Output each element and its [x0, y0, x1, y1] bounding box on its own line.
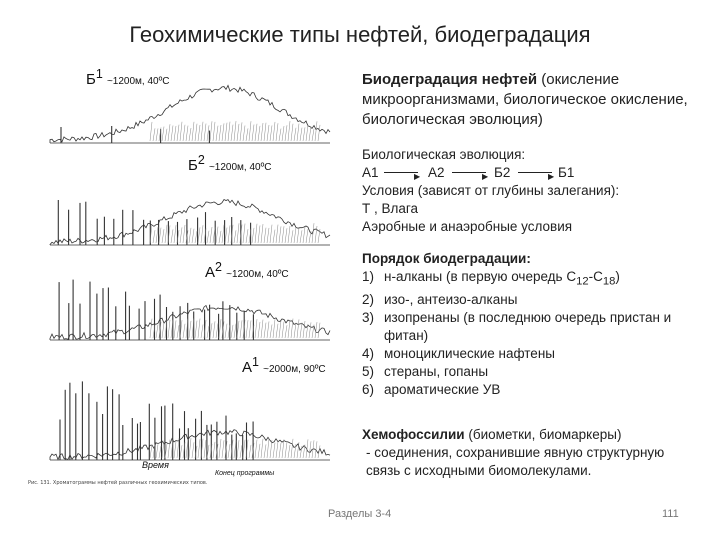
hump-hatch	[195, 321, 197, 338]
order-item: 1) н-алканы (в первую очередь $С_{12}-С_{18}$)	[362, 269, 620, 288]
hump-hatch	[291, 124, 293, 141]
hump-hatch	[285, 325, 287, 338]
slide-title: Геохимические типы нефтей, биодеградация	[129, 22, 591, 47]
hump-hatch	[207, 125, 209, 141]
biodegradation-title: Биодеградация нефтей	[362, 71, 538, 88]
hump-hatch	[258, 322, 260, 338]
hump-hatch	[288, 320, 290, 338]
hump-hatch	[234, 324, 236, 338]
hump-hatch	[219, 319, 221, 338]
hump-hatch	[198, 439, 200, 458]
hump-hatch	[276, 123, 278, 141]
hump-hatch	[315, 226, 317, 243]
hump-hatch	[162, 229, 164, 243]
hump-hatch	[261, 439, 263, 458]
hump-hatch	[291, 230, 293, 243]
axis-end-label: Конец программы	[215, 470, 275, 477]
hump-hatch	[309, 322, 311, 338]
hump-hatch	[243, 125, 245, 141]
page-number: 111	[662, 508, 679, 520]
hump-hatch	[207, 326, 209, 338]
hump-hatch	[204, 440, 206, 458]
evolution-chain: А1 ▶ А2 ▶ Б2 ▶ Б1	[362, 164, 714, 182]
arrow-icon: ▶	[414, 172, 421, 181]
degradation-order-block	[362, 250, 714, 399]
hump-hatch	[234, 441, 236, 458]
order-item: 5) стераны, гопаны	[362, 363, 489, 379]
evolution-heading: Биологическая эволюция:	[362, 147, 526, 162]
hump-hatch	[192, 229, 194, 243]
hump-hatch	[189, 321, 191, 338]
footer-section: Разделы 3-4	[328, 508, 392, 520]
order-item: 2) изо-, антеизо-алканы	[362, 291, 518, 307]
hump-hatch	[285, 228, 287, 243]
hump-hatch	[270, 125, 272, 141]
hump-hatch	[306, 125, 308, 141]
hump-hatch	[177, 125, 179, 141]
hump-hatch	[228, 122, 230, 141]
evolution-factors: Т , Влага	[362, 201, 419, 216]
hump-hatch	[276, 442, 278, 458]
hump-hatch	[246, 229, 248, 243]
hump-hatch	[294, 128, 296, 141]
hump-hatch	[258, 225, 260, 243]
biodegradation-definition	[362, 70, 714, 130]
hump-hatch	[285, 442, 287, 458]
chemofossils-subtitle: (биометки, биомаркеры)	[464, 427, 622, 442]
hump-hatch	[279, 320, 281, 338]
hump-hatch	[231, 325, 233, 338]
hump-hatch	[186, 126, 188, 141]
hump-hatch	[159, 446, 161, 458]
hump-hatch	[171, 125, 173, 141]
hump-hatch	[222, 440, 224, 458]
hump-hatch	[261, 224, 263, 243]
hump-hatch	[159, 228, 161, 243]
evolution-block	[362, 146, 714, 236]
chromatogram-figure	[30, 65, 348, 535]
hump-hatch	[225, 324, 227, 338]
hump-hatch	[240, 320, 242, 338]
hump-hatch	[303, 127, 305, 141]
hump-hatch	[315, 121, 317, 141]
hump-hatch	[174, 126, 176, 141]
chromatogram-trace	[50, 430, 330, 460]
hump-hatch	[297, 319, 299, 338]
hump-hatch	[228, 444, 230, 458]
hump-hatch	[237, 223, 239, 243]
hump-hatch	[228, 225, 230, 243]
hump-hatch	[150, 122, 152, 141]
chromatogram-traces	[30, 65, 348, 535]
hump-hatch	[153, 230, 155, 243]
hump-hatch	[255, 224, 257, 243]
hump-hatch	[267, 125, 269, 141]
hump-hatch	[273, 230, 275, 243]
evolution-conditions: Условия (зависят от глубины залегания):	[362, 183, 620, 198]
hump-hatch	[249, 121, 251, 141]
figure-caption: Рис. 131. Хроматограммы нефтей различных геохимических типов.	[28, 480, 208, 486]
hump-hatch	[210, 121, 212, 141]
hump-hatch	[183, 125, 185, 141]
hump-hatch	[312, 129, 314, 141]
chemofossils-title: Хемофоссилии	[362, 427, 465, 442]
hump-hatch	[249, 445, 251, 458]
hump-hatch	[279, 443, 281, 458]
hump-hatch	[219, 231, 221, 243]
hump-hatch	[288, 445, 290, 458]
hump-hatch	[219, 439, 221, 458]
hump-hatch	[273, 122, 275, 141]
hump-hatch	[168, 320, 170, 338]
hump-hatch	[156, 325, 158, 338]
order-list	[362, 268, 714, 399]
hump-hatch	[225, 228, 227, 243]
hump-hatch	[225, 123, 227, 141]
hump-hatch	[300, 446, 302, 458]
hump-hatch	[282, 322, 284, 338]
hump-hatch	[204, 124, 206, 141]
hump-hatch	[300, 323, 302, 338]
chemofossils-desc: - соединения, сохранившие явную структурную связь с исходными биомолекулами.	[366, 445, 665, 478]
hump-hatch	[291, 439, 293, 458]
hump-hatch	[270, 225, 272, 243]
hump-hatch	[222, 225, 224, 243]
arrow-icon	[384, 172, 418, 173]
hump-hatch	[273, 319, 275, 338]
hump-hatch	[168, 124, 170, 141]
hump-hatch	[162, 127, 164, 141]
label-b2: $Б^2$ ~1200м, 40ºС	[188, 153, 272, 174]
hump-hatch	[270, 440, 272, 458]
hump-hatch	[174, 442, 176, 458]
hump-hatch	[168, 440, 170, 458]
hump-hatch	[309, 126, 311, 141]
hump-hatch	[255, 440, 257, 458]
hump-hatch	[195, 124, 197, 141]
hump-hatch	[234, 230, 236, 243]
hump-hatch	[240, 122, 242, 141]
hump-hatch	[276, 324, 278, 338]
hump-hatch	[231, 125, 233, 141]
hump-hatch	[252, 228, 254, 243]
hump-hatch	[174, 225, 176, 243]
hump-hatch	[174, 320, 176, 338]
hump-hatch	[240, 445, 242, 458]
hump-hatch	[198, 125, 200, 141]
hump-hatch	[243, 224, 245, 243]
hump-hatch	[303, 321, 305, 338]
hump-hatch	[201, 325, 203, 338]
evolution-modes: Аэробные и анаэробные условия	[362, 219, 573, 234]
hump-hatch	[165, 225, 167, 243]
hump-hatch	[201, 225, 203, 243]
hump-hatch	[267, 321, 269, 338]
hump-hatch	[279, 226, 281, 243]
hump-hatch	[189, 128, 191, 141]
hump-hatch	[156, 444, 158, 458]
hump-hatch	[180, 445, 182, 458]
hump-hatch	[234, 121, 236, 141]
hump-hatch	[219, 125, 221, 141]
hump-hatch	[198, 319, 200, 338]
hump-hatch	[192, 442, 194, 458]
hump-hatch	[258, 126, 260, 141]
hump-hatch	[192, 122, 194, 141]
hump-hatch	[303, 227, 305, 243]
axis-time-label: Время	[142, 460, 169, 470]
hump-hatch	[207, 231, 209, 243]
hump-hatch	[150, 319, 152, 338]
hump-hatch	[246, 320, 248, 338]
hump-hatch	[156, 227, 158, 243]
order-heading: Порядок биодеградации:	[362, 251, 531, 266]
chromatogram-trace	[50, 306, 330, 341]
hump-hatch	[249, 320, 251, 338]
hump-hatch	[201, 122, 203, 141]
order-item: 4) моноциклические нафтены	[362, 345, 555, 361]
hump-hatch	[183, 225, 185, 243]
hump-hatch	[246, 128, 248, 141]
hump-hatch	[195, 231, 197, 243]
arrow-icon: ▶	[482, 172, 489, 181]
hump-hatch	[264, 228, 266, 243]
hump-hatch	[210, 227, 212, 243]
hump-hatch	[243, 440, 245, 458]
hump-hatch	[264, 123, 266, 141]
hump-hatch	[252, 125, 254, 141]
hump-hatch	[258, 444, 260, 458]
hump-hatch	[297, 124, 299, 141]
hump-hatch	[156, 128, 158, 141]
hump-hatch	[186, 439, 188, 458]
biodegradation-desc: (окисление микроорганизмами, биологическое окисление, биологическая эволюция)	[362, 71, 688, 128]
hump-hatch	[294, 444, 296, 458]
hump-hatch	[216, 323, 218, 338]
hump-hatch	[276, 225, 278, 243]
hump-hatch	[177, 325, 179, 338]
hump-hatch	[162, 441, 164, 458]
order-item: 3) изопренаны (в последнюю очередь пристан и фитан)	[362, 309, 672, 343]
hump-hatch	[213, 321, 215, 338]
hump-hatch	[180, 122, 182, 141]
order-item: 6) ароматические УВ	[362, 381, 501, 397]
hump-hatch	[309, 441, 311, 458]
hump-hatch	[237, 124, 239, 141]
arrow-icon	[518, 172, 552, 173]
hump-hatch	[261, 320, 263, 338]
hump-hatch	[237, 440, 239, 458]
hump-hatch	[294, 323, 296, 338]
hump-hatch	[300, 128, 302, 141]
hump-hatch	[282, 226, 284, 243]
hump-hatch	[198, 227, 200, 243]
hump-hatch	[213, 442, 215, 458]
chromatogram-trace	[50, 200, 330, 246]
hump-hatch	[267, 439, 269, 458]
hump-hatch	[189, 228, 191, 243]
hump-hatch	[264, 323, 266, 338]
hump-hatch	[261, 123, 263, 141]
hump-hatch	[213, 122, 215, 141]
hump-hatch	[189, 438, 191, 458]
hump-hatch	[162, 323, 164, 338]
hump-hatch	[216, 126, 218, 141]
hump-hatch	[288, 121, 290, 141]
hump-hatch	[279, 129, 281, 141]
hump-hatch	[210, 323, 212, 338]
arrow-icon	[452, 172, 486, 173]
chemofossils-block	[362, 426, 714, 480]
hump-hatch	[297, 228, 299, 243]
hump-hatch	[150, 445, 152, 458]
label-b1: $Б^1$ ~1200м, 40ºС	[86, 67, 170, 88]
label-a1: $А^1$ ~2000м, 90ºС	[242, 355, 326, 376]
hump-hatch	[309, 231, 311, 243]
hump-hatch	[270, 325, 272, 338]
hump-hatch	[306, 229, 308, 243]
hump-hatch	[255, 124, 257, 141]
hump-hatch	[294, 227, 296, 243]
hump-hatch	[288, 226, 290, 243]
hump-hatch	[267, 228, 269, 243]
hump-hatch	[180, 227, 182, 243]
hump-hatch	[282, 126, 284, 141]
hump-hatch	[273, 443, 275, 458]
hump-hatch	[171, 229, 173, 243]
hump-hatch	[153, 128, 155, 141]
hump-hatch	[183, 324, 185, 338]
hump-hatch	[216, 227, 218, 243]
hump-hatch	[285, 125, 287, 141]
hump-hatch	[222, 123, 224, 141]
hump-hatch	[264, 444, 266, 458]
hump-hatch	[318, 125, 320, 141]
hump-hatch	[165, 129, 167, 141]
arrow-icon: ▶	[548, 172, 555, 181]
label-a2: $А^2$ ~1200м, 40ºС	[205, 260, 289, 281]
hump-hatch	[255, 319, 257, 338]
hump-hatch	[300, 230, 302, 243]
